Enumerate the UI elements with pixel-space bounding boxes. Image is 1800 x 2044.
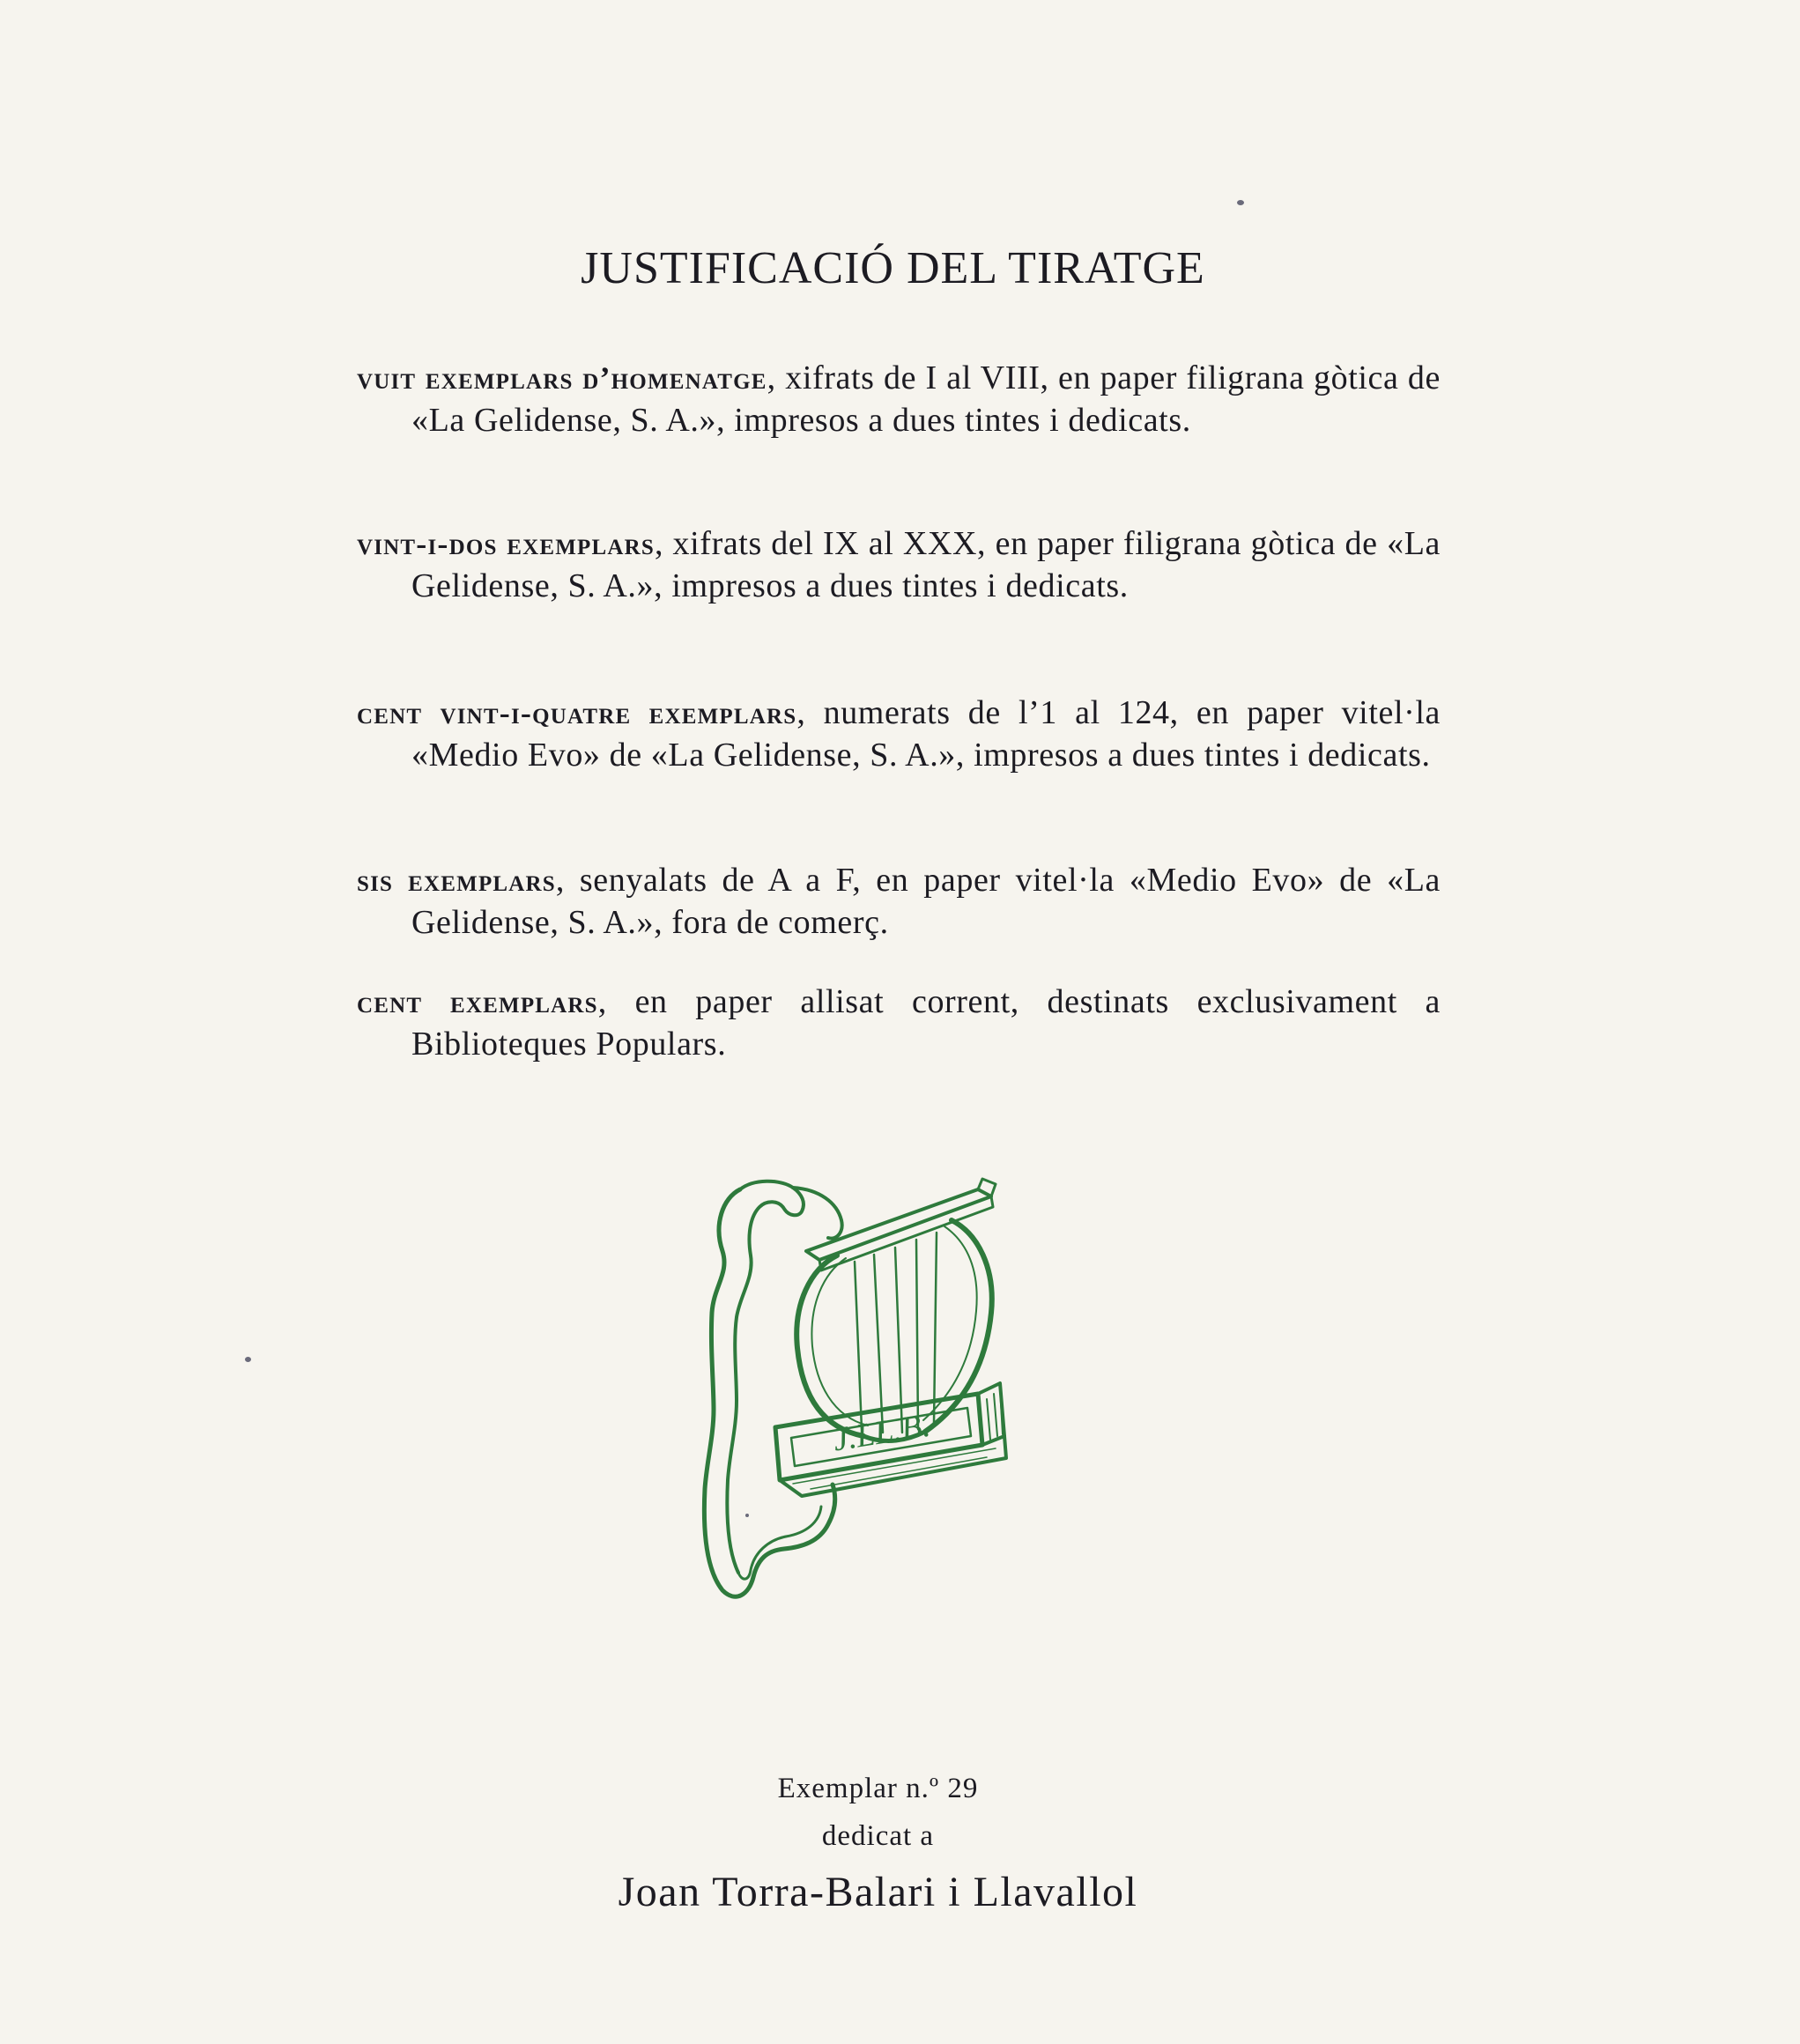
edition-entry-lettered <box>357 859 1441 944</box>
mark-initials: J.LL.B. <box>830 1406 933 1459</box>
recipient-name: Joan Torra-Balari i Llavallol <box>618 1869 1138 1915</box>
edition-lead: vuit exemplars d’homenatge <box>357 360 767 396</box>
edition-text: , numerats de l’1 al 124, en paper vitel·la «Medio Evo» de «La Gelidense, S. A.», impresos a dues tintes i dedicats. <box>411 694 1441 774</box>
paper-speck <box>245 1357 251 1362</box>
edition-lead: vint-i-dos exemplars <box>357 526 655 561</box>
edition-text: , en paper allisat corrent, destinats exclusivament a Biblioteques Populars. <box>411 983 1441 1063</box>
paper-speck <box>1237 200 1244 205</box>
edition-entry-homage <box>357 357 1441 441</box>
edition-entry-twenty-two <box>357 522 1441 607</box>
copy-number: Exemplar n.º 29 <box>777 1773 979 1804</box>
edition-lead: cent vint-i-quatre exemplars <box>357 695 797 730</box>
edition-text: , xifrats de I al VIII, en paper filigrana gòtica de «La Gelidense, S. A.», impresos a dues tintes i dedicats. <box>411 359 1441 439</box>
dedicated-label: dedicat a <box>821 1820 935 1852</box>
edition-lead: sis exemplars <box>357 863 556 898</box>
edition-entry-numbered <box>357 692 1441 776</box>
edition-text: , xifrats del IX al XXX, en paper filigrana gòtica de «La Gelidense, S. A.», impresos a dues tintes i dedicats. <box>411 525 1441 604</box>
edition-text: , senyalats de A a F, en paper vitel·la «Medio Evo» de «La Gelidense, S. A.», fora de comerç. <box>411 862 1441 941</box>
edition-entry-libraries <box>357 981 1441 1065</box>
edition-lead: cent exemplars <box>357 984 598 1019</box>
lyre-printer-mark-icon <box>687 1172 1057 1630</box>
page-title: JUSTIFICACIÓ DEL TIRATGE <box>581 243 1205 293</box>
